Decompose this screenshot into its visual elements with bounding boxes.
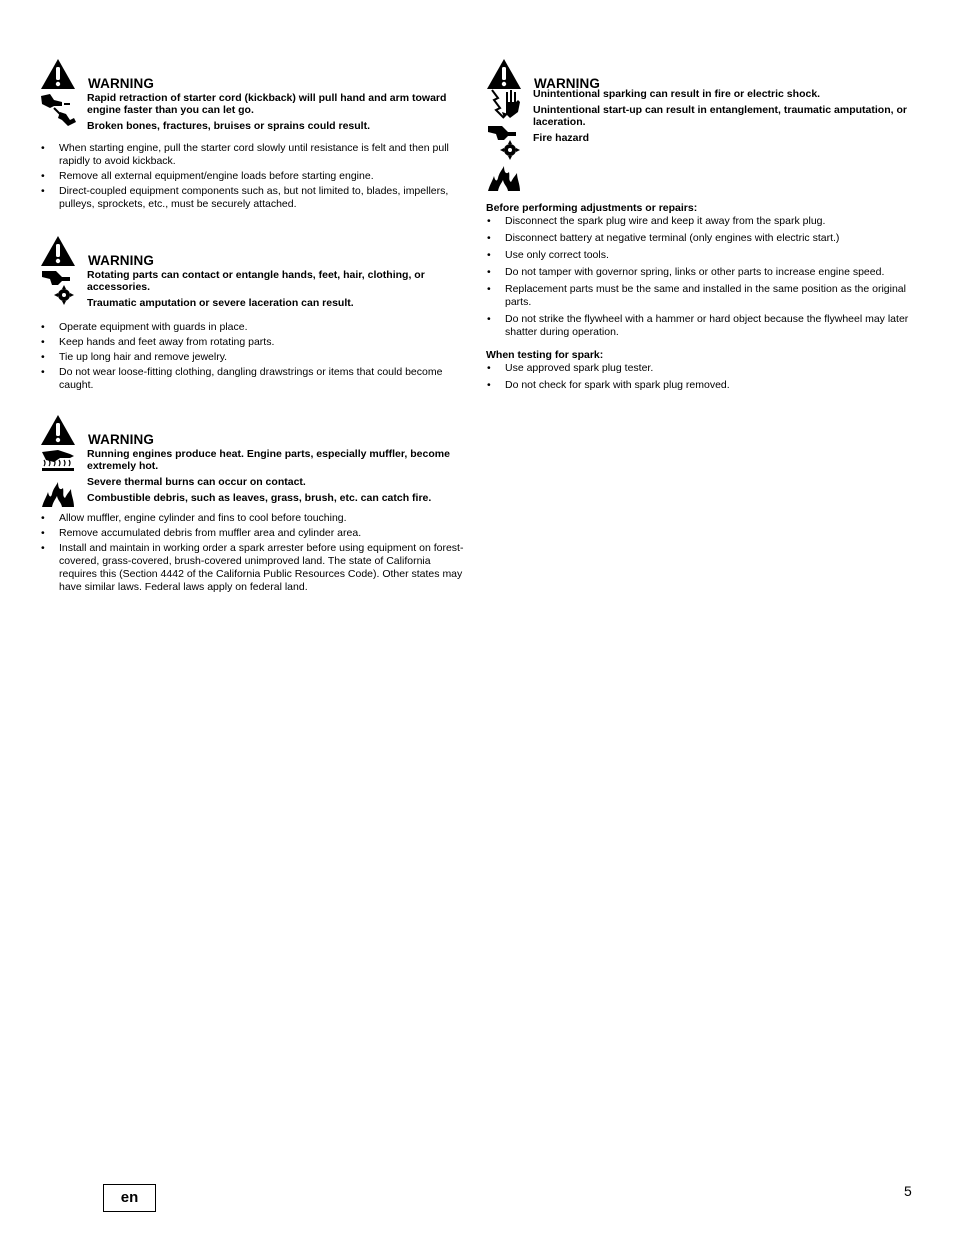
rotating-parts-icon <box>40 269 76 305</box>
warning-title: WARNING <box>88 253 154 268</box>
list-item: • Use only correct tools. <box>486 249 911 262</box>
warning-triangle-icon <box>40 58 76 90</box>
warning-header <box>40 414 470 448</box>
fire-icon <box>40 480 76 508</box>
list-item: • Direct-coupled equipment components such as, but not limited to, blades, impellers, pulleys, sprockets, etc., must be securely attached. <box>40 185 470 211</box>
section-adjustments <box>486 202 911 339</box>
warning-kickback <box>40 58 470 211</box>
list-item: • Tie up long hair and remove jewelry. <box>40 351 470 364</box>
kickback-hand-icon <box>40 92 78 126</box>
list-item: • Disconnect the spark plug wire and keep it away from the spark plug. <box>486 215 911 228</box>
precaution-list <box>40 142 470 211</box>
list-item: • Replacement parts must be the same and installed in the same position as the original parts. <box>486 283 911 309</box>
list-item: • Do not check for spark with spark plug removed. <box>486 379 911 392</box>
section-spark-testing <box>486 349 911 392</box>
hot-surface-icon <box>40 448 76 476</box>
warning-title: WARNING <box>88 432 154 447</box>
precaution-list <box>40 321 470 392</box>
hazard-text-3: Combustible debris, such as leaves, grass, brush, etc. can catch fire. <box>87 492 432 504</box>
list-item: • Allow muffler, engine cylinder and fins to cool before touching. <box>40 512 470 525</box>
list-item: • Do not tamper with governor spring, links or other parts to increase engine speed. <box>486 266 911 279</box>
section-heading: When testing for spark: <box>486 349 604 361</box>
fire-icon <box>486 164 522 192</box>
hazard-text-1: Rotating parts can contact or entangle hands, feet, hair, clothing, or accessories. <box>87 269 425 293</box>
language-code-box: en <box>103 1184 156 1212</box>
warning-header <box>486 58 911 92</box>
right-column <box>486 58 911 396</box>
list-item: • Do not wear loose-fitting clothing, dangling drawstrings or items that could become caught. <box>40 366 470 392</box>
page-number: 5 <box>904 1183 912 1199</box>
hazard-statement <box>40 448 470 512</box>
warning-header <box>40 58 470 92</box>
list-item: • Remove all external equipment/engine loads before starting engine. <box>40 170 470 183</box>
warning-header <box>40 235 470 269</box>
list-item: • When starting engine, pull the starter cord slowly until resistance is felt and then pull rapidly to avoid kickback. <box>40 142 470 168</box>
hazard-text-1: Rapid retraction of starter cord (kickback) will pull hand and arm toward engine faster than you can let go. <box>87 92 447 116</box>
list-item: • Operate equipment with guards in place. <box>40 321 470 334</box>
warning-sparking <box>486 58 911 392</box>
precaution-list <box>486 215 911 339</box>
hazard-statement <box>486 88 911 198</box>
rotating-parts-icon <box>486 124 522 160</box>
precaution-list <box>40 512 470 594</box>
warning-rotating-parts <box>40 235 470 392</box>
warning-title: WARNING <box>88 76 154 91</box>
hazard-text-1: Unintentional sparking can result in fire or electric shock. <box>533 88 821 100</box>
left-column <box>40 58 470 596</box>
electric-shock-icon <box>486 88 522 120</box>
list-item: • Install and maintain in working order a spark arrester before using equipment on forest-covered, grass-covered, brush-covered unimproved land. The state of California requires this (Section 4442 of the California Public Resources Code). Other states may have similar laws. Federal laws apply on federal land. <box>40 542 470 594</box>
hazard-text-1: Running engines produce heat. Engine parts, especially muffler, become extremely hot. <box>87 448 450 472</box>
list-item: • Use approved spark plug tester. <box>486 362 911 375</box>
hazard-text-2: Traumatic amputation or severe laceration can result. <box>87 297 354 309</box>
hazard-statement <box>40 92 470 142</box>
warning-hot-surfaces <box>40 414 470 594</box>
hazard-text-2: Severe thermal burns can occur on contact. <box>87 476 306 488</box>
section-heading: Before performing adjustments or repairs: <box>486 202 698 214</box>
list-item: • Disconnect battery at negative terminal (only engines with electric start.) <box>486 232 911 245</box>
hazard-text-3: Fire hazard <box>533 132 590 144</box>
list-item: • Remove accumulated debris from muffler area and cylinder area. <box>40 527 470 540</box>
warning-title: WARNING <box>534 76 600 91</box>
warning-triangle-icon <box>40 414 76 446</box>
list-item: • Keep hands and feet away from rotating parts. <box>40 336 470 349</box>
list-item: • Do not strike the flywheel with a hammer or hard object because the flywheel may later shatter during operation. <box>486 313 911 339</box>
precaution-list <box>486 362 911 392</box>
warning-triangle-icon <box>486 58 522 90</box>
hazard-text-2: Broken bones, fractures, bruises or sprains could result. <box>87 120 370 132</box>
warning-triangle-icon <box>40 235 76 267</box>
hazard-statement <box>40 269 470 321</box>
hazard-text-2: Unintentional start-up can result in entanglement, traumatic amputation, or laceration. <box>533 104 907 128</box>
